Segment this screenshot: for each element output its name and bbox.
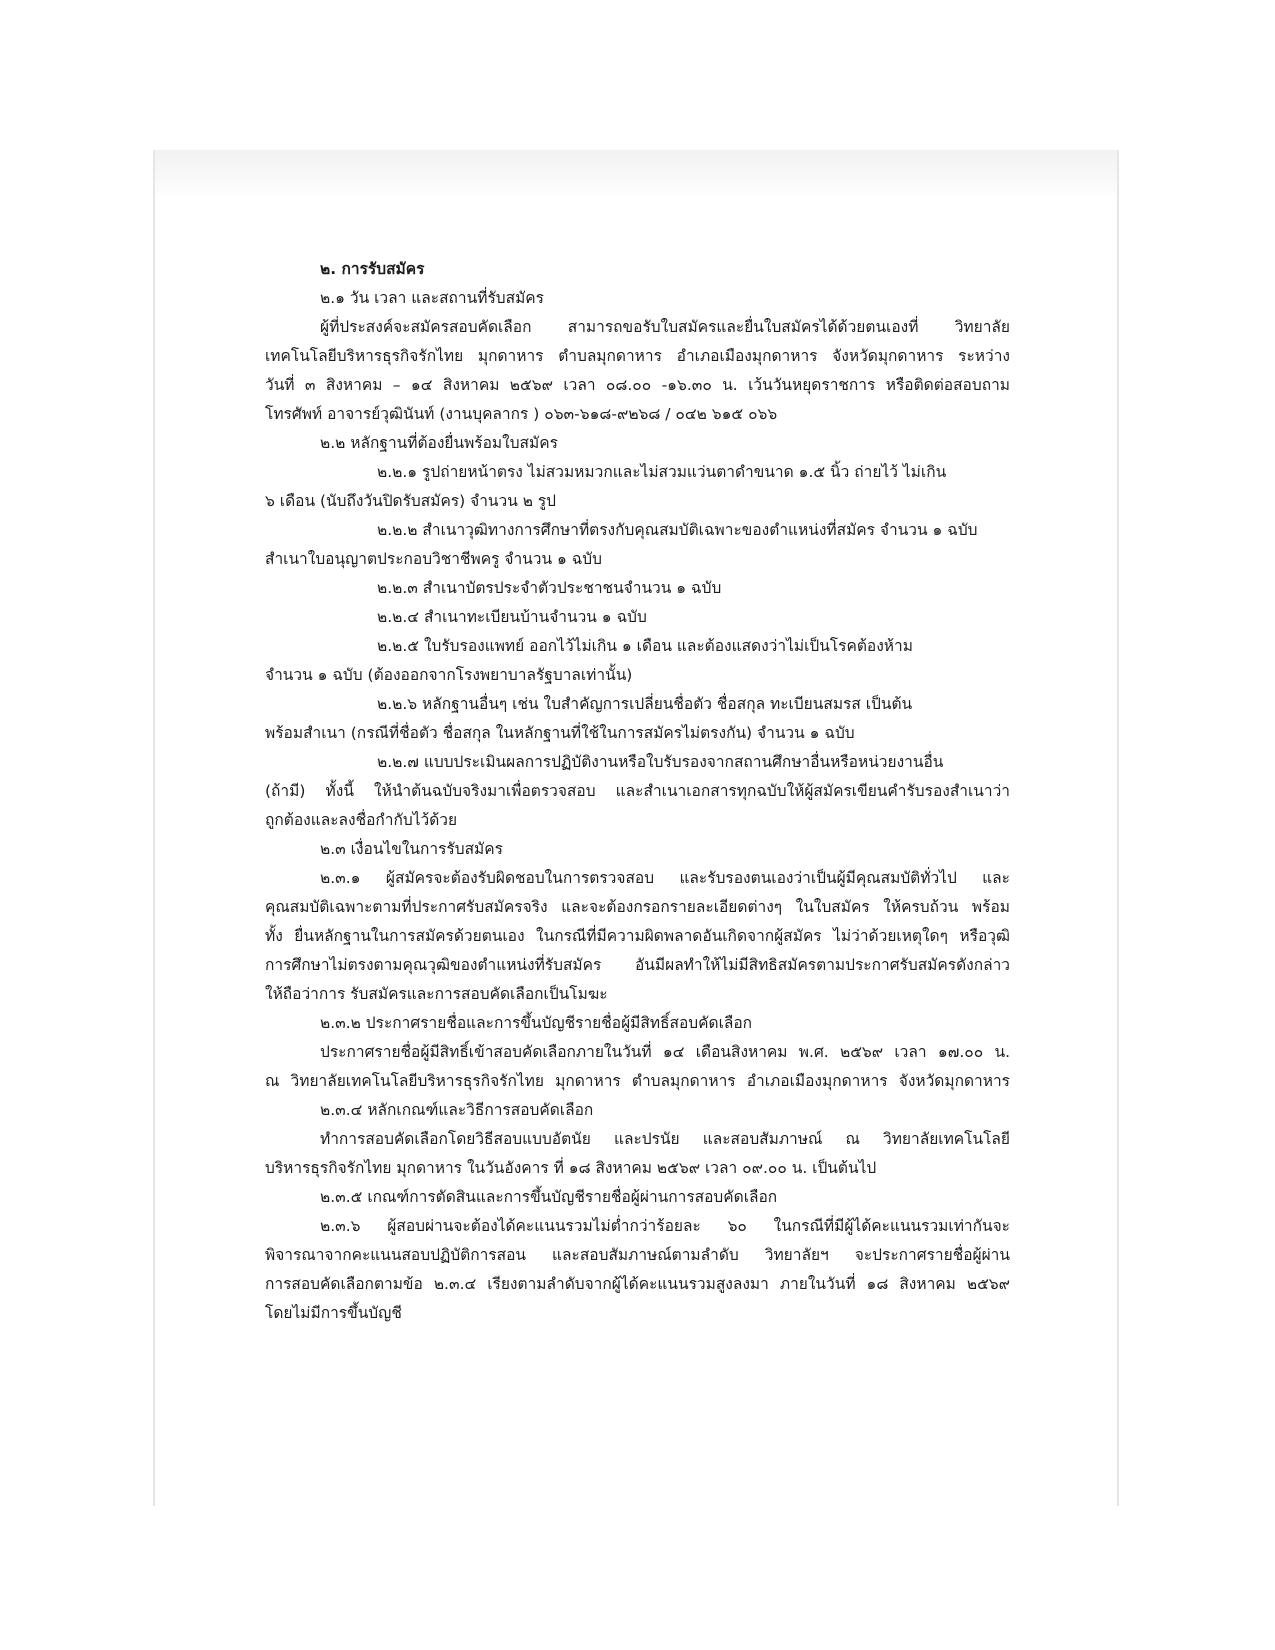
document-line: ๒.๒.๕ ใบรับรองแพทย์ ออกไว้ไม่เกิน ๑ เดือน และต้องแสดงว่าไม่เป็นโรคต้องห้าม (377, 637, 913, 655)
document-line: ๒.๒.๖ หลักฐานอื่นๆ เช่น ใบสำคัญการเปลี่ยนชื่อตัว ชื่อสกุล ทะเบียนสมรส เป็นต้น (377, 695, 913, 713)
document-line: บริหารธุรกิจรักไทย มุกดาหาร ในวันอังคาร ที่ ๑๘ สิงหาคม ๒๕๖๙ เวลา ๐๙.๐๐ น. เป็นต้นไป (265, 1159, 877, 1177)
document-line: (ถ้ามี) ทั้งนี้ ให้นำต้นฉบับจริงมาเพื่อตรวจสอบ และสำเนาเอกสารทุกฉบับให้ผู้สมัครเขียนคำรับรองสำเนาว่า (265, 782, 1010, 800)
section-heading: ๒. การรับสมัคร (320, 260, 425, 278)
document-line: ๖ เดือน (นับถึงวันปิดรับสมัคร) จำนวน ๒ รูป (265, 492, 557, 510)
document-line: ให้ถือว่าการ รับสมัครและการสอบคัดเลือกเป็นโมฆะ (265, 985, 608, 1003)
document-line: ประกาศรายชื่อผู้มีสิทธิ์เข้าสอบคัดเลือกภายในวันที่ ๑๔ เดือนสิงหาคม พ.ศ. ๒๕๖๙ เวลา ๑๗.๐๐ น. (320, 1043, 1010, 1061)
document-line: สำเนาใบอนุญาตประกอบวิชาชีพครู จำนวน ๑ ฉบับ (265, 550, 602, 568)
document-line: ทั้ง ยื่นหลักฐานในการสมัครด้วยตนเอง ในกรณีที่มีความผิดพลาดอันเกิดจากผู้สมัคร ไม่ว่าด้วยเหตุใดๆ หรือวุฒิ (265, 927, 1010, 945)
document-line: ถูกต้องและลงชื่อกำกับไว้ด้วย (265, 811, 458, 829)
document-line: ณ วิทยาลัยเทคโนโลยีบริหารธุรกิจรักไทย มุกดาหาร ตำบลมุกดาหาร อำเภอเมืองมุกดาหาร จังหวัดมุกดาหาร (265, 1072, 1010, 1090)
document-line: ๒.๒.๑ รูปถ่ายหน้าตรง ไม่สวมหมวกและไม่สวมแว่นตาดำขนาด ๑.๕ นิ้ว ถ่ายไว้ ไม่เกิน (377, 463, 947, 481)
document-line: ๒.๒.๓ สำเนาบัตรประจำตัวประชาชนจำนวน ๑ ฉบับ (377, 579, 722, 597)
document-line: คุณสมบัติเฉพาะตามที่ประกาศรับสมัครจริง และจะต้องกรอกรายละเอียดต่างๆ ในใบสมัคร ให้ครบถ้วน พร้อม (265, 898, 1010, 916)
document-line: โทรศัพท์ อาจารย์วุฒินันท์ (งานบุคลากร ) ๐๖๓-๖๑๘-๙๒๖๘ / ๐๔๒ ๖๑๕ ๐๖๖ (265, 405, 778, 423)
document-line: ๒.๓.๕ เกณฑ์การตัดสินและการขึ้นบัญชีรายชื่อผู้ผ่านการสอบคัดเลือก (320, 1188, 778, 1206)
document-line: การศึกษาไม่ตรงตามคุณวุฒิของตำแหน่งที่รับสมัคร อันมีผลทำให้ไม่มีสิทธิสมัครตามประกาศรับสมัครดังกล่าว (265, 956, 1010, 974)
document-line: การสอบคัดเลือกตามข้อ ๒.๓.๔ เรียงตามลำดับจากผู้ได้คะแนนรวมสูงลงมา ภายในวันที่ ๑๘ สิงหาคม ๒๕๖๙ (265, 1275, 1010, 1293)
document-line: ๒.๓ เงื่อนไขในการรับสมัคร (320, 840, 503, 858)
document-line: จำนวน ๑ ฉบับ (ต้องออกจากโรงพยาบาลรัฐบาลเท่านั้น) (265, 666, 633, 684)
document-line: เทคโนโลยีบริหารธุรกิจรักไทย มุกดาหาร ตำบลมุกดาหาร อำเภอเมืองมุกดาหาร จังหวัดมุกดาหาร ระหว่าง (265, 347, 1010, 365)
document-line: วันที่ ๓ สิงหาคม – ๑๔ สิงหาคม ๒๕๖๙ เวลา ๐๘.๐๐ -๑๖.๓๐ น. เว้นวันหยุดราชการ หรือติดต่อสอบถาม (265, 376, 1010, 394)
document-line: โดยไม่มีการขึ้นบัญชี (265, 1304, 402, 1322)
document-line: ๒.๑ วัน เวลา และสถานที่รับสมัคร (320, 289, 544, 307)
document-line: ๒.๓.๔ หลักเกณฑ์และวิธีการสอบคัดเลือก (320, 1101, 594, 1119)
scan-shadow (155, 150, 1117, 200)
document-line: ๒.๒.๒ สำเนาวุฒิทางการศึกษาที่ตรงกับคุณสมบัติเฉพาะของตำแหน่งที่สมัคร จำนวน ๑ ฉบับ (377, 521, 978, 539)
document-line: พร้อมสำเนา (กรณีที่ชื่อตัว ชื่อสกุล ในหลักฐานที่ใช้ในการสมัครไม่ตรงกัน) จำนวน ๑ ฉบับ (265, 724, 855, 742)
document-line: ๒.๓.๑ ผู้สมัครจะต้องรับผิดชอบในการตรวจสอบ และรับรองตนเองว่าเป็นผู้มีคุณสมบัติทั่วไป และ (320, 869, 1010, 887)
document-line: ๒.๒ หลักฐานที่ต้องยื่นพร้อมใบสมัคร (320, 434, 558, 452)
document-line: พิจารณาจากคะแนนสอบปฏิบัติการสอน และสอบสัมภาษณ์ตามลำดับ วิทยาลัยฯ จะประกาศรายชื่อผู้ผ่าน (265, 1246, 1010, 1264)
document-line: ๒.๒.๗ แบบประเมินผลการปฏิบัติงานหรือใบรับรองจากสถานศึกษาอื่นหรือหน่วยงานอื่น (377, 753, 944, 771)
document-line: ทำการสอบคัดเลือกโดยวิธีสอบแบบอัตนัย และปรนัย และสอบสัมภาษณ์ ณ วิทยาลัยเทคโนโลยี (320, 1130, 1010, 1148)
document-line: ผู้ที่ประสงค์จะสมัครสอบคัดเลือก สามารถขอรับใบสมัครและยื่นใบสมัครได้ด้วยตนเองที่ วิทยาลัย (320, 318, 1010, 336)
document-line: ๒.๒.๔ สำเนาทะเบียนบ้านจำนวน ๑ ฉบับ (377, 608, 647, 626)
document-line: ๒.๓.๖ ผู้สอบผ่านจะต้องได้คะแนนรวมไม่ต่ำกว่าร้อยละ ๖๐ ในกรณีที่มีผู้ได้คะแนนรวมเท่ากันจะ (320, 1217, 1010, 1235)
document-line: ๒.๓.๒ ประกาศรายชื่อและการขึ้นบัญชีรายชื่อผู้มีสิทธิ์สอบคัดเลือก (320, 1014, 753, 1032)
